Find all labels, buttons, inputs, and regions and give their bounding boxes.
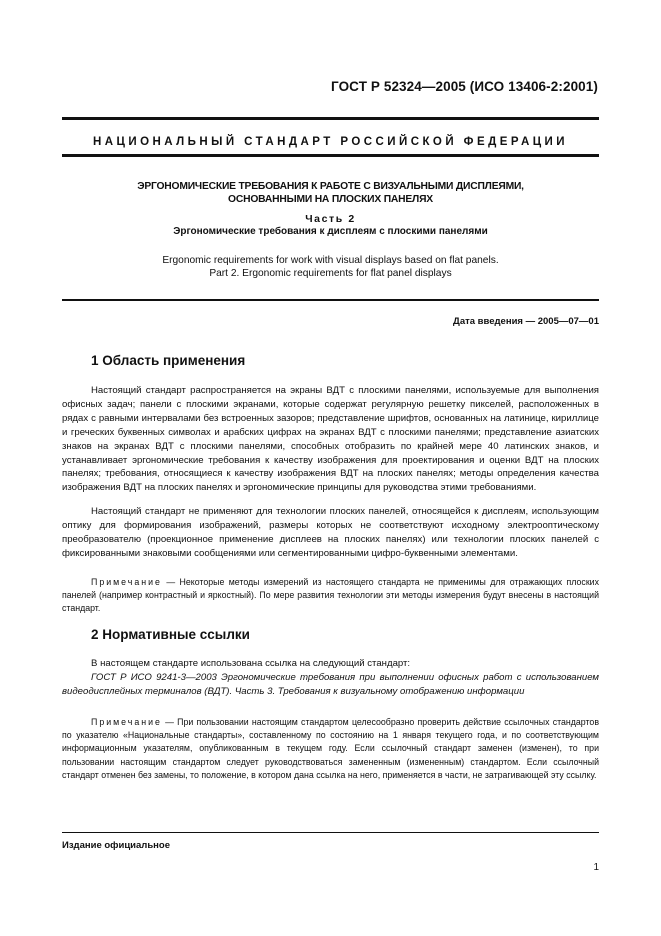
section-2-paragraph-1: В настоящем стандарте использована ссылка на следующий стандарт: bbox=[91, 658, 411, 669]
section-2-note bbox=[62, 716, 599, 782]
section-2-heading: 2 Нормативные ссылки bbox=[91, 627, 250, 642]
part-title: Эргономические требования к дисплеям с плоскими панелями bbox=[173, 226, 488, 237]
title-ru bbox=[62, 180, 599, 206]
title-en-line2: Part 2. Ergonomic requirements for flat panel displays bbox=[209, 268, 452, 279]
note-label: Примечание bbox=[91, 717, 162, 727]
note-label: Примечание bbox=[91, 577, 162, 587]
section-1-paragraph-1: Настоящий стандарт распространяется на экраны ВДТ с плоскими панелями, используемые для выполнения офисных задач; панели с плоскими экранами, которые содержат регулярную решетку пикселей, расположенных в рядах с равными интервалами без встроенных зазоров; представление шрифтов, основанных на латинице, кириллице и греческих буквенных символах и арабских цифрах на экранах ВДТ с плоскими панелями; представление азиатских знаков на экранах ВДТ с плоскими панелями, способных отобразить по крайней мере 40 латинских знаков, и устанавливает эргономические требования к качеству изображения для проектирования и оценки ВДТ на плоских панелях; требования, относящиеся к качеству изображения ВДТ на плоских панелях; методы определения качества изображения ВДТ на плоских панелях и эргономические принципы для руководства этими требованиями. bbox=[62, 385, 599, 494]
header-rule bbox=[62, 117, 599, 120]
page-number: 1 bbox=[593, 862, 599, 873]
document-code: ГОСТ Р 52324—2005 (ИСО 13406-2:2001) bbox=[331, 79, 598, 94]
note-text: — Некоторые методы измерений из настоящего стандарта не применимы для отражающих плоских панелей (например контрастный и яркостный). По мере развития технологии эти методы измерения будут внесены в настоящий стандарт. bbox=[62, 577, 599, 614]
banner-rule bbox=[62, 154, 599, 157]
section-2-reference: ГОСТ Р ИСО 9241-3—2003 Эргономические требования при выполнении офисных работ с использованием видеодисплейных терминалов (ВДТ). Часть 3. Требования к визуальному отображению информации bbox=[62, 672, 599, 697]
section-1-paragraph-2: Настоящий стандарт не применяют для технологии плоских панелей, относящейся к дисплеям, использующим оптику для формирования изображений, размеры которых не соответствуют исходному электрооптическому преобразователю (проекционное применение дисплеев на плоских панелях) или технологии плоских панелей с фиксированными знаковыми сообщениями или сегментированными цифро-буквенными элементами. bbox=[62, 506, 599, 559]
section-1-note bbox=[62, 576, 599, 616]
part-label: Часть 2 bbox=[305, 213, 356, 225]
intro-date: Дата введения — 2005—07—01 bbox=[453, 316, 599, 327]
title-en-line1: Ergonomic requirements for work with visual displays based on flat panels. bbox=[162, 255, 499, 266]
note-text: — При пользовании настоящим стандартом целесообразно проверить действие ссылочных стандартов по указателю «Национальные стандарты», составленному по состоянию на 1 января текущего года, и по соответствующим информационным указателям, опубликованным в текущем году. Если ссылочный стандарт заменен (изменен), то при пользовании настоящим стандартом следует руководствоваться замененным (измененным) стандартом. Если ссылочный стандарт отменен без замены, то положение, в котором дана ссылка на него, применяется в части, не затрагивающей эту ссылку. bbox=[62, 717, 599, 780]
section-1-heading: 1 Область применения bbox=[91, 353, 246, 368]
title-ru-line1: ЭРГОНОМИЧЕСКИЕ ТРЕБОВАНИЯ К РАБОТЕ С ВИЗУАЛЬНЫМИ ДИСПЛЕЯМИ, bbox=[137, 181, 524, 192]
title-ru-line2: ОСНОВАННЫМИ НА ПЛОСКИХ ПАНЕЛЯХ bbox=[228, 194, 433, 205]
edition-label: Издание официальное bbox=[62, 840, 170, 851]
national-standard-banner: НАЦИОНАЛЬНЫЙ СТАНДАРТ РОССИЙСКОЙ ФЕДЕРАЦИИ bbox=[93, 136, 568, 148]
title-en bbox=[62, 254, 599, 280]
title-rule bbox=[62, 299, 599, 301]
footer-rule bbox=[62, 832, 599, 833]
